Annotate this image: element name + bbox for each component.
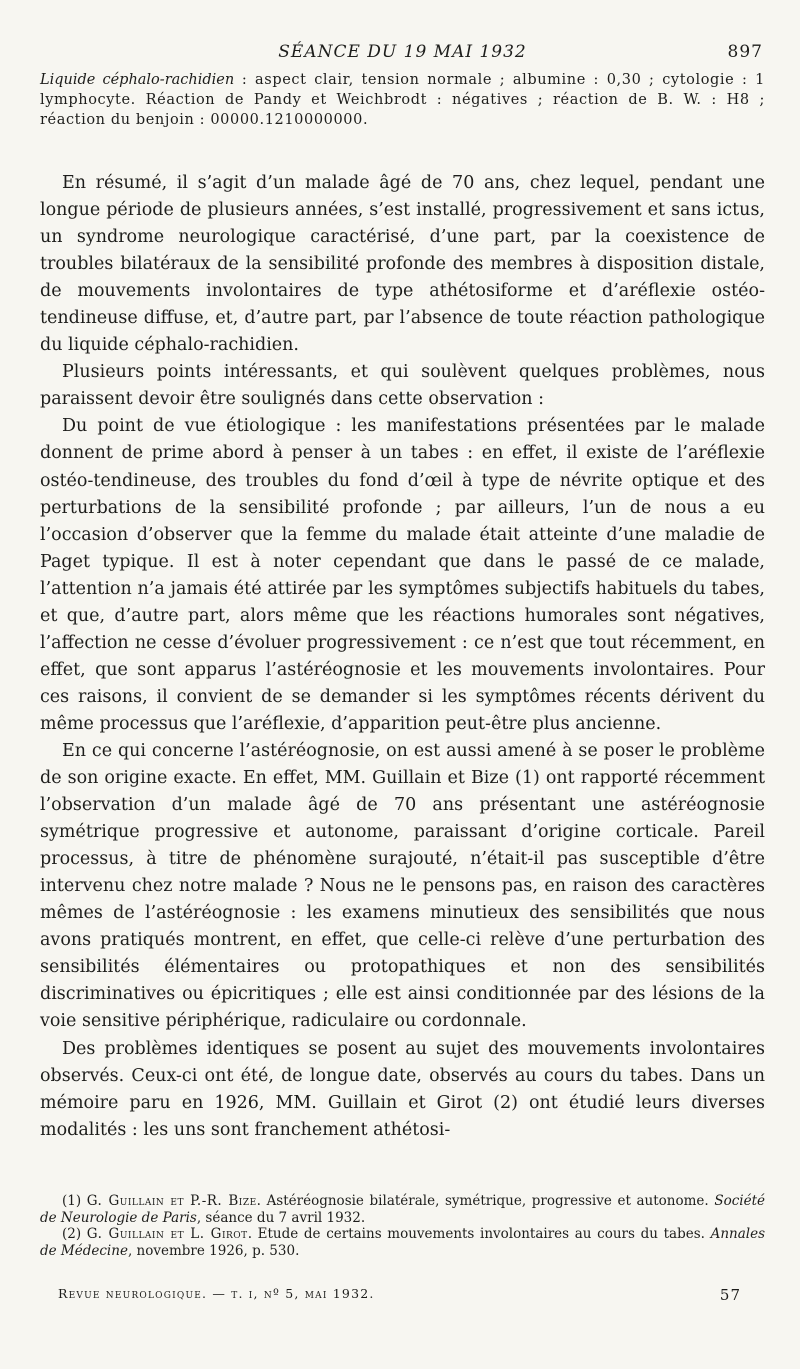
colophon [40,1286,765,1306]
footnote-tail: , séance du 7 avril 1932. [196,1209,366,1226]
footnote-authors: G. Guillain et P.-R. Bize [86,1193,257,1209]
document-page [40,0,765,1369]
running-head [40,42,765,66]
footnote-text: . Etude de certains mouvements involontaires au cours du tabes. [247,1226,711,1242]
paragraph-summary: En résumé, il s’agit d’un malade âgé de 70 ans, chez lequel, pendant une longue période de plusieurs années, s’est installé, progressivement et sans ictus, un syndrome neurologique caractérisé, d’une part, par la coexistence de troubles bilatéraux de la sensibilité profonde des membres à disposition distale, de mouvements involontaires de type athétosiforme et d’aréflexie ostéo-tendineuse diffuse, et, d’autre part, par l’absence de toute réaction pathologique du liquide céphalo-rachidien. [40,173,765,356]
footnote-2 [40,1226,765,1259]
footnote-text: . Astéréognosie bilatérale, symétrique, progressive et autonome. [256,1193,715,1209]
footnote-source: Société de Neurologie de Paris [40,1193,765,1226]
paragraph-astereognosis: En ce qui concerne l’astéréognosie, on est aussi amené à se poser le problème de son origine exacte. En effet, MM. Guillain et Bize (1) ont rapporté récemment l’observation d’un malade âgé de 70 ans présentant une astéréognosie symétrique progressive et autonome, paraissant d’origine corticale. Pareil processus, à titre de phénomène surajouté, n’était-il pas susceptible d’être intervenu chez notre malade ? Nous ne le pensons pas, en raison des caractères mêmes de l’astéréognosie : les examens minutieux des sensibilités que nous avons pratiqués montrent, en effet, que celle-ci relève d’une perturbation des sensibilités élémentaires ou protopathiques et non des sensibilités discriminatives ou épicritiques ; elle est ainsi conditionnée par des lésions de la voie sensitive périphérique, radiculaire ou cordonnale. [40,740,765,1032]
journal-reference: Revue neurologique. — t. i, nº 5, mai 1932. [58,1286,375,1301]
csf-results-paragraph [40,70,765,130]
paragraph-etiology: Du point de vue étiologique : les manifestations présentées par le malade donnent de prime abord à penser à un tabes : en effet, il existe de l’aréflexie ostéo-tendineuse, des troubles du fond d’œil à type de névrite optique et des perturbations de la sensibilité profonde ; par ailleurs, l’un de nous a eu l’occasion d’observer que la femme du malade était atteinte d’une maladie de Paget typique. Il est à noter cependant que dans le passé de ce malade, l’attention n’a jamais été attirée par les symptômes subjectifs habituels du tabes, et que, d’autre part, alors même que les réactions humorales sont négatives, l’affection ne cesse d’évoluer progressivement : ce n’est que tout récemment, en effet, que sont apparus l’astéréognosie et les mouvements involontaires. Pour ces raisons, il convient de se demander si les symptômes récents dérivent du même processus que l’aréflexie, d’apparition peut-être plus ancienne. [40,416,765,734]
paragraph-points: Plusieurs points intéressants, et qui soulèvent quelques problèmes, nous paraissent devoir être soulignés dans cette observation : [40,362,765,410]
footnote-authors: G. Guillain et L. Girot [86,1226,248,1242]
footnote-tail: , novembre 1926, p. 530. [127,1242,300,1259]
footnote-mark: (1) [62,1193,87,1209]
footnote-source: Annales de Médecine [40,1226,765,1259]
csf-label: Liquide céphalo-rachidien [40,72,235,88]
main-text [40,170,765,1144]
footnote-mark: (2) [62,1226,87,1242]
page-title: SÉANCE DU 19 MAI 1932 [278,42,527,62]
footnote-1 [40,1193,765,1226]
page-number: 897 [727,42,763,62]
signature-number: 57 [719,1286,741,1304]
footnotes [40,1193,765,1259]
paragraph-movements: Des problèmes identiques se posent au sujet des mouvements involontaires observés. Ceux-ci ont été, de longue date, observés au cours du tabes. Dans un mémoire paru en 1926, MM. Guillain et Girot (2) ont étudié leurs diverses modalités : les uns sont franchement athétosi- [40,1038,765,1140]
csf-results-text: : aspect clair, tension normale ; albumine : 0,30 ; cytologie : 1 lymphocyte. Réaction de Pandy et Weichbrodt : négatives ; réaction de B. W. : H8 ; réaction du benjoin : 00000.1210000000. [40,72,766,128]
